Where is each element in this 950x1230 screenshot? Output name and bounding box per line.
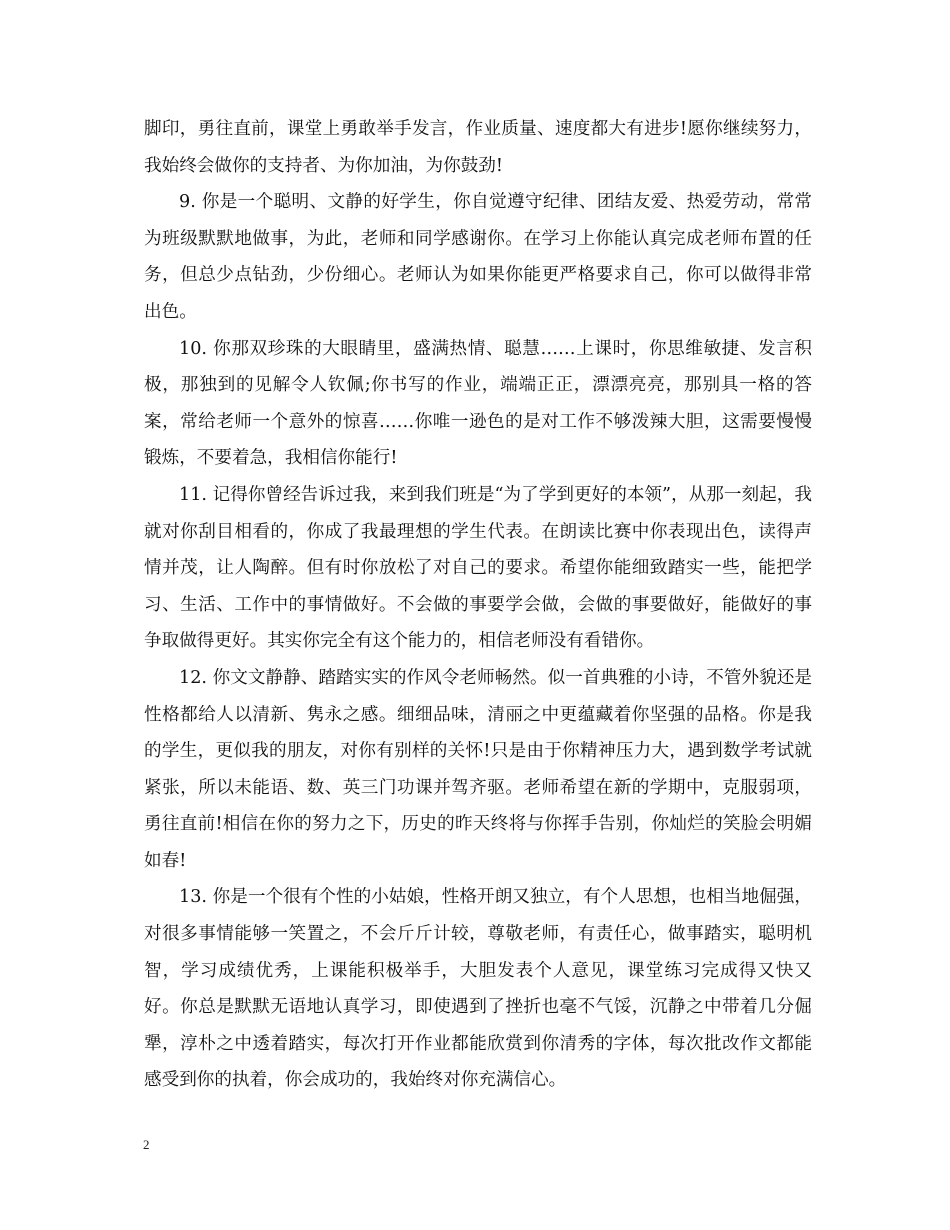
paragraph-continuation: 脚印，勇往直前，课堂上勇敢举手发言，作业质量、速度都大有进步!愿你继续努力，我始终会做你的支持者、为你加油，为你鼓劲! — [144, 119, 812, 176]
document-body — [144, 111, 812, 1099]
paragraph-item-12: 12. 你文文静静、踏踏实实的作风令老师畅然。似一首典雅的小诗，不管外貌还是性格都给人以清新、隽永之感。细细品味，清丽之中更蕴藏着你坚强的品格。你是我的学生，更似我的朋友，对你有别样的关怀!只是由于你精神压力大，遇到数学考试就紧张，所以未能语、数、英三门功课并驾齐驱。老师希望在新的学期中，克服弱项，勇往直前!相信在你的努力之下，历史的昨天终将与你挥手告别，你灿烂的笑脸会明媚如春! — [144, 667, 812, 871]
paragraph-item-9: 9. 你是一个聪明、文静的好学生，你自觉遵守纪律、团结友爱、热爱劳动，常常为班级默默地做事，为此，老师和同学感谢你。在学习上你能认真完成老师布置的任务，但总少点钻劲，少份细心。老师认为如果你能更严格要求自己，你可以做得非常出色。 — [144, 192, 812, 322]
paragraph-item-11: 11. 记得你曾经告诉过我，来到我们班是“为了学到更好的本领”，从那一刻起，我就对你刮目相看的，你成了我最理想的学生代表。在朗读比赛中你表现出色，读得声情并茂，让人陶醉。但有时你放松了对自己的要求。希望你能细致踏实一些，能把学习、生活、工作中的事情做好。不会做的事要学会做，会做的事要做好，能做好的事争取做得更好。其实你完全有这个能力的，相信老师没有看错你。 — [144, 484, 812, 652]
paragraph-item-13: 13. 你是一个很有个性的小姑娘，性格开朗又独立，有个人思想，也相当地倔强，对很多事情能够一笑置之，不会斤斤计较，尊敬老师，有责任心，做事踏实，聪明机智，学习成绩优秀，上课能积极举手，大胆发表个人意见，课堂练习完成得又快又好。你总是默默无语地认真学习，即使遇到了挫折也毫不气馁，沉静之中带着几分倔犟，淳朴之中透着踏实，每次打开作业都能欣赏到你清秀的字体，每次批改作文都能感受到你的执着，你会成功的，我始终对你充满信心。 — [144, 887, 812, 1091]
page-number: 2 — [143, 1137, 150, 1152]
paragraph-item-10: 10. 你那双珍珠的大眼睛里，盛满热情、聪慧……上课时，你思维敏捷、发言积极，那独到的见解令人钦佩;你书写的作业，端端正正，漂漂亮亮，那别具一格的答案，常给老师一个意外的惊喜……你唯一逊色的是对工作不够泼辣大胆，这需要慢慢锻炼，不要着急，我相信你能行! — [144, 338, 812, 469]
